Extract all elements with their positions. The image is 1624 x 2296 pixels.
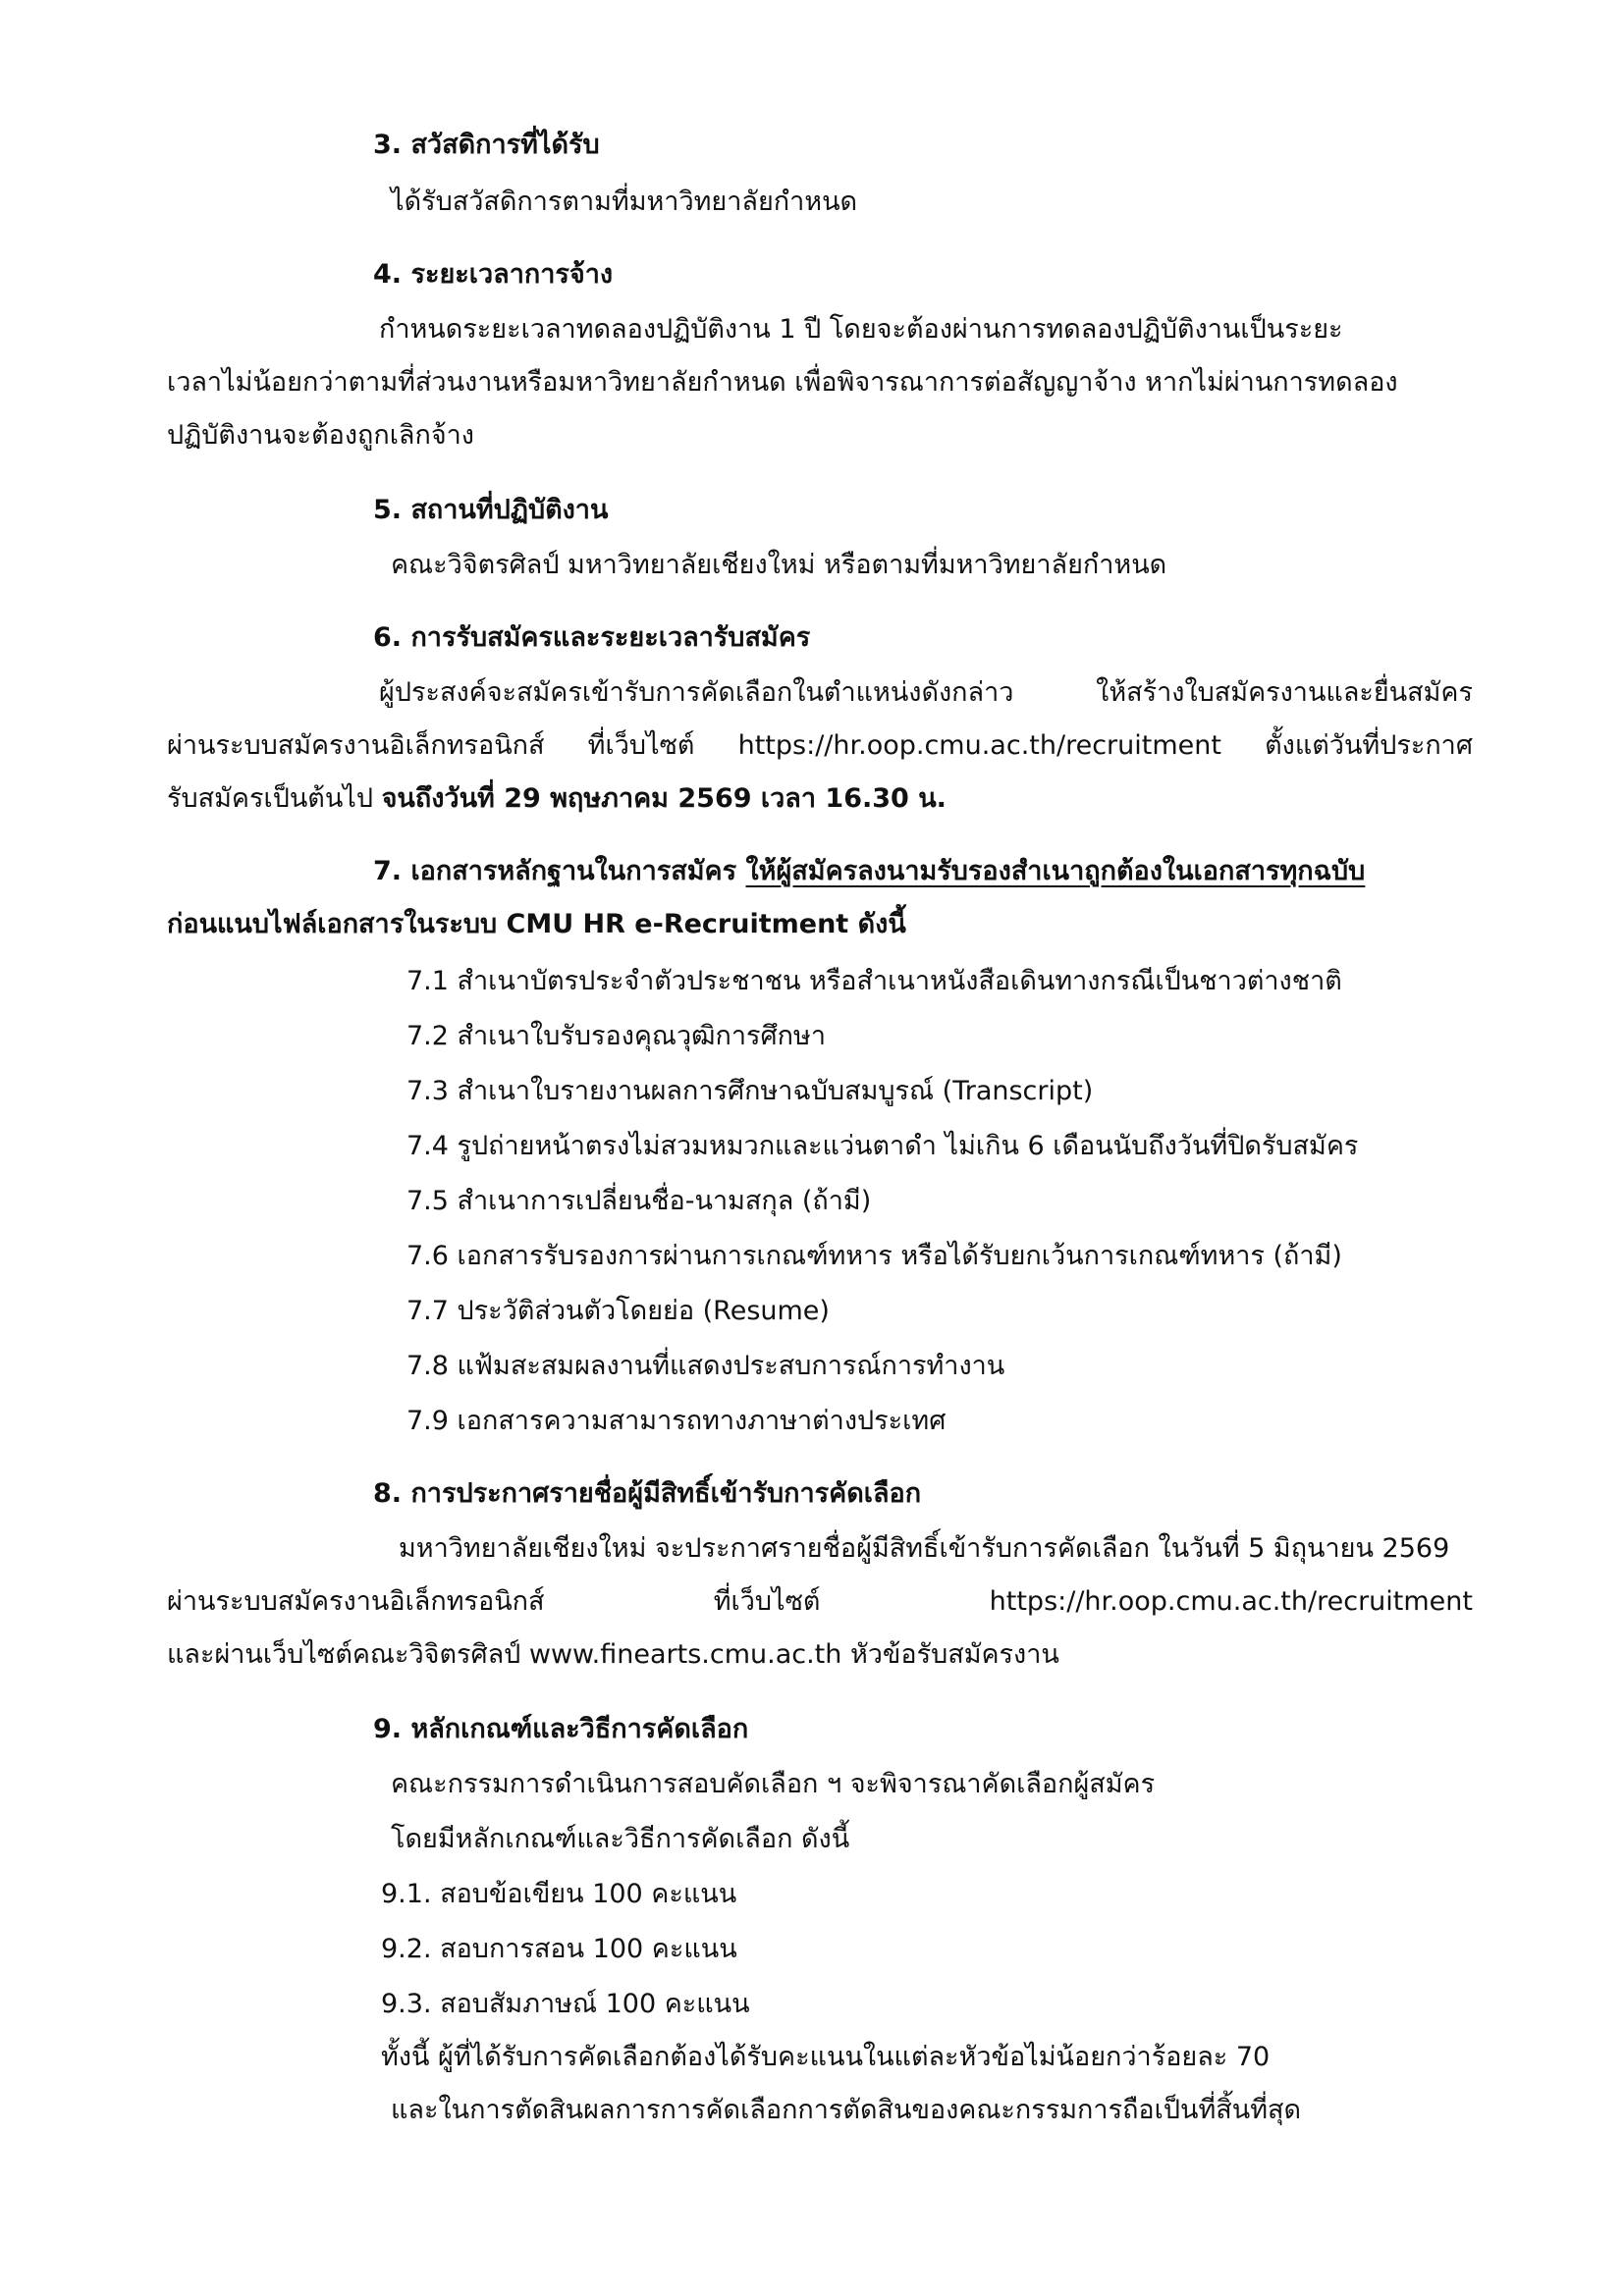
section-8-line-2-b: ที่เว็บไซต์ xyxy=(713,1586,821,1617)
section-6-line-1 xyxy=(379,673,1473,713)
section-7-heading-text: 7. เอกสารหลักฐานในการสมัคร xyxy=(373,856,746,886)
section-8-line-1: มหาวิทยาลัยเชียงใหม่ จะประกาศรายชื่อผู้มีสิทธิ์เข้ารับการคัดเลือก ในวันที่ 5 มิถุนายน 2569 xyxy=(399,1533,1450,1564)
criteria-item: 9.3. สอบสัมภาษณ์ 100 คะแนน xyxy=(381,1989,750,2019)
section-4-line-1: กำหนดระยะเวลาทดลองปฏิบัติงาน 1 ปี โดยจะต้องผ่านการทดลองปฏิบัติงานเป็นระยะ xyxy=(379,314,1343,345)
section-6-line-3-a: รับสมัครเป็นต้นไป xyxy=(167,783,382,814)
section-6-heading: 6. การรับสมัครและระยะเวลารับสมัคร xyxy=(373,622,811,653)
section-6-line-2-b: ที่เว็บไซต์ xyxy=(587,730,695,761)
document-item: 7.1 สำเนาบัตรประจำตัวประชาชน หรือสำเนาหนังสือเดินทางกรณีเป็นชาวต่างชาติ xyxy=(406,966,1342,996)
section-4-heading: 4. ระยะเวลาการจ้าง xyxy=(373,259,614,290)
section-4-line-3: ปฏิบัติงานจะต้องถูกเลิกจ้าง xyxy=(167,420,474,451)
section-9-line-4: และในการตัดสินผลการการคัดเลือกการตัดสินของคณะกรรมการถือเป็นที่สิ้นที่สุด xyxy=(391,2095,1302,2125)
criteria-item: 9.2. สอบการสอน 100 คะแนน xyxy=(381,1934,737,1964)
section-8-line-2-a: ผ่านระบบสมัครงานอิเล็กทรอนิกส์ xyxy=(167,1586,545,1617)
section-8-line-3: และผ่านเว็บไซต์คณะวิจิตรศิลป์ www.finearts.cmu.ac.th หัวข้อรับสมัครงาน xyxy=(167,1639,1059,1670)
document-item: 7.8 แฟ้มสะสมผลงานที่แสดงประสบการณ์การทำงาน xyxy=(406,1351,1005,1381)
section-9-line-3: ทั้งนี้ ผู้ที่ได้รับการคัดเลือกต้องได้รับคะแนนในแต่ละหัวข้อไม่น้อยกว่าร้อยละ 70 xyxy=(381,2042,1271,2072)
document-item: 7.4 รูปถ่ายหน้าตรงไม่สวมหมวกและแว่นตาดำ ไม่เกิน 6 เดือนนับถึงวันที่ปิดรับสมัคร xyxy=(406,1131,1359,1161)
document-item: 7.9 เอกสารความสามารถทางภาษาต่างประเทศ xyxy=(406,1406,947,1436)
section-7-heading xyxy=(373,852,1365,891)
section-6-line-2 xyxy=(167,726,1473,766)
document-item: 7.5 สำเนาการเปลี่ยนชื่อ-นามสกุล (ถ้ามี) xyxy=(406,1186,872,1216)
section-6-line-3 xyxy=(167,779,947,819)
recruitment-url: https://hr.oop.cmu.ac.th/recruitment xyxy=(737,730,1221,761)
document-item: 7.2 สำเนาใบรับรองคุณวุฒิการศึกษา xyxy=(406,1021,826,1051)
recruitment-url: https://hr.oop.cmu.ac.th/recruitment xyxy=(989,1586,1473,1617)
section-3-body: ได้รับสวัสดิการตามที่มหาวิทยาลัยกำหนด xyxy=(391,187,858,217)
section-8-line-2 xyxy=(167,1582,1473,1622)
section-5-body: คณะวิจิตรศิลป์ มหาวิทยาลัยเชียงใหม่ หรือตามที่มหาวิทยาลัยกำหนด xyxy=(391,550,1167,580)
section-5-heading: 5. สถานที่ปฏิบัติงาน xyxy=(373,495,609,525)
section-9-line-2: โดยมีหลักเกณฑ์และวิธีการคัดเลือก ดังนี้ xyxy=(391,1824,850,1854)
section-6-line-1-b: ให้สร้างใบสมัครงานและยื่นสมัคร xyxy=(1096,677,1473,708)
section-4-line-2: เวลาไม่น้อยกว่าตามที่ส่วนงานหรือมหาวิทยาลัยกำหนด เพื่อพิจารณาการต่อสัญญาจ้าง หากไม่ผ่านการทดลอง xyxy=(167,367,1398,398)
section-7-heading-line-2: ก่อนแนบไฟล์เอกสารในระบบ CMU HR e-Recruitment ดังนี้ xyxy=(167,909,906,939)
section-8-heading: 8. การประกาศรายชื่อผู้มีสิทธิ์เข้ารับการคัดเลือก xyxy=(373,1478,922,1509)
section-6-line-2-d: ตั้งแต่วันที่ประกาศ xyxy=(1265,730,1473,761)
section-7-heading-underlined: ให้ผู้สมัครลงนามรับรองสำเนาถูกต้องในเอกสารทุกฉบับ xyxy=(745,856,1366,886)
criteria-item: 9.1. สอบข้อเขียน 100 คะแนน xyxy=(381,1879,737,1909)
section-9-heading: 9. หลักเกณฑ์และวิธีการคัดเลือก xyxy=(373,1714,749,1744)
section-9-line-1: คณะกรรมการดำเนินการสอบคัดเลือก ฯ จะพิจารณาคัดเลือกผู้สมัคร xyxy=(391,1769,1156,1799)
document-item: 7.3 สำเนาใบรายงานผลการศึกษาฉบับสมบูรณ์ (Transcript) xyxy=(406,1076,1094,1106)
document-item: 7.6 เอกสารรับรองการผ่านการเกณฑ์ทหาร หรือได้รับยกเว้นการเกณฑ์ทหาร (ถ้ามี) xyxy=(406,1241,1342,1271)
section-6-line-1-a: ผู้ประสงค์จะสมัครเข้ารับการคัดเลือกในตำแหน่งดังกล่าว xyxy=(379,677,1014,708)
section-3-heading: 3. สวัสดิการที่ได้รับ xyxy=(373,130,600,160)
document-item: 7.7 ประวัติส่วนตัวโดยย่อ (Resume) xyxy=(406,1296,830,1326)
application-deadline: จนถึงวันที่ 29 พฤษภาคม 2569 เวลา 16.30 น. xyxy=(381,783,947,814)
section-6-line-2-a: ผ่านระบบสมัครงานอิเล็กทรอนิกส์ xyxy=(167,730,545,761)
